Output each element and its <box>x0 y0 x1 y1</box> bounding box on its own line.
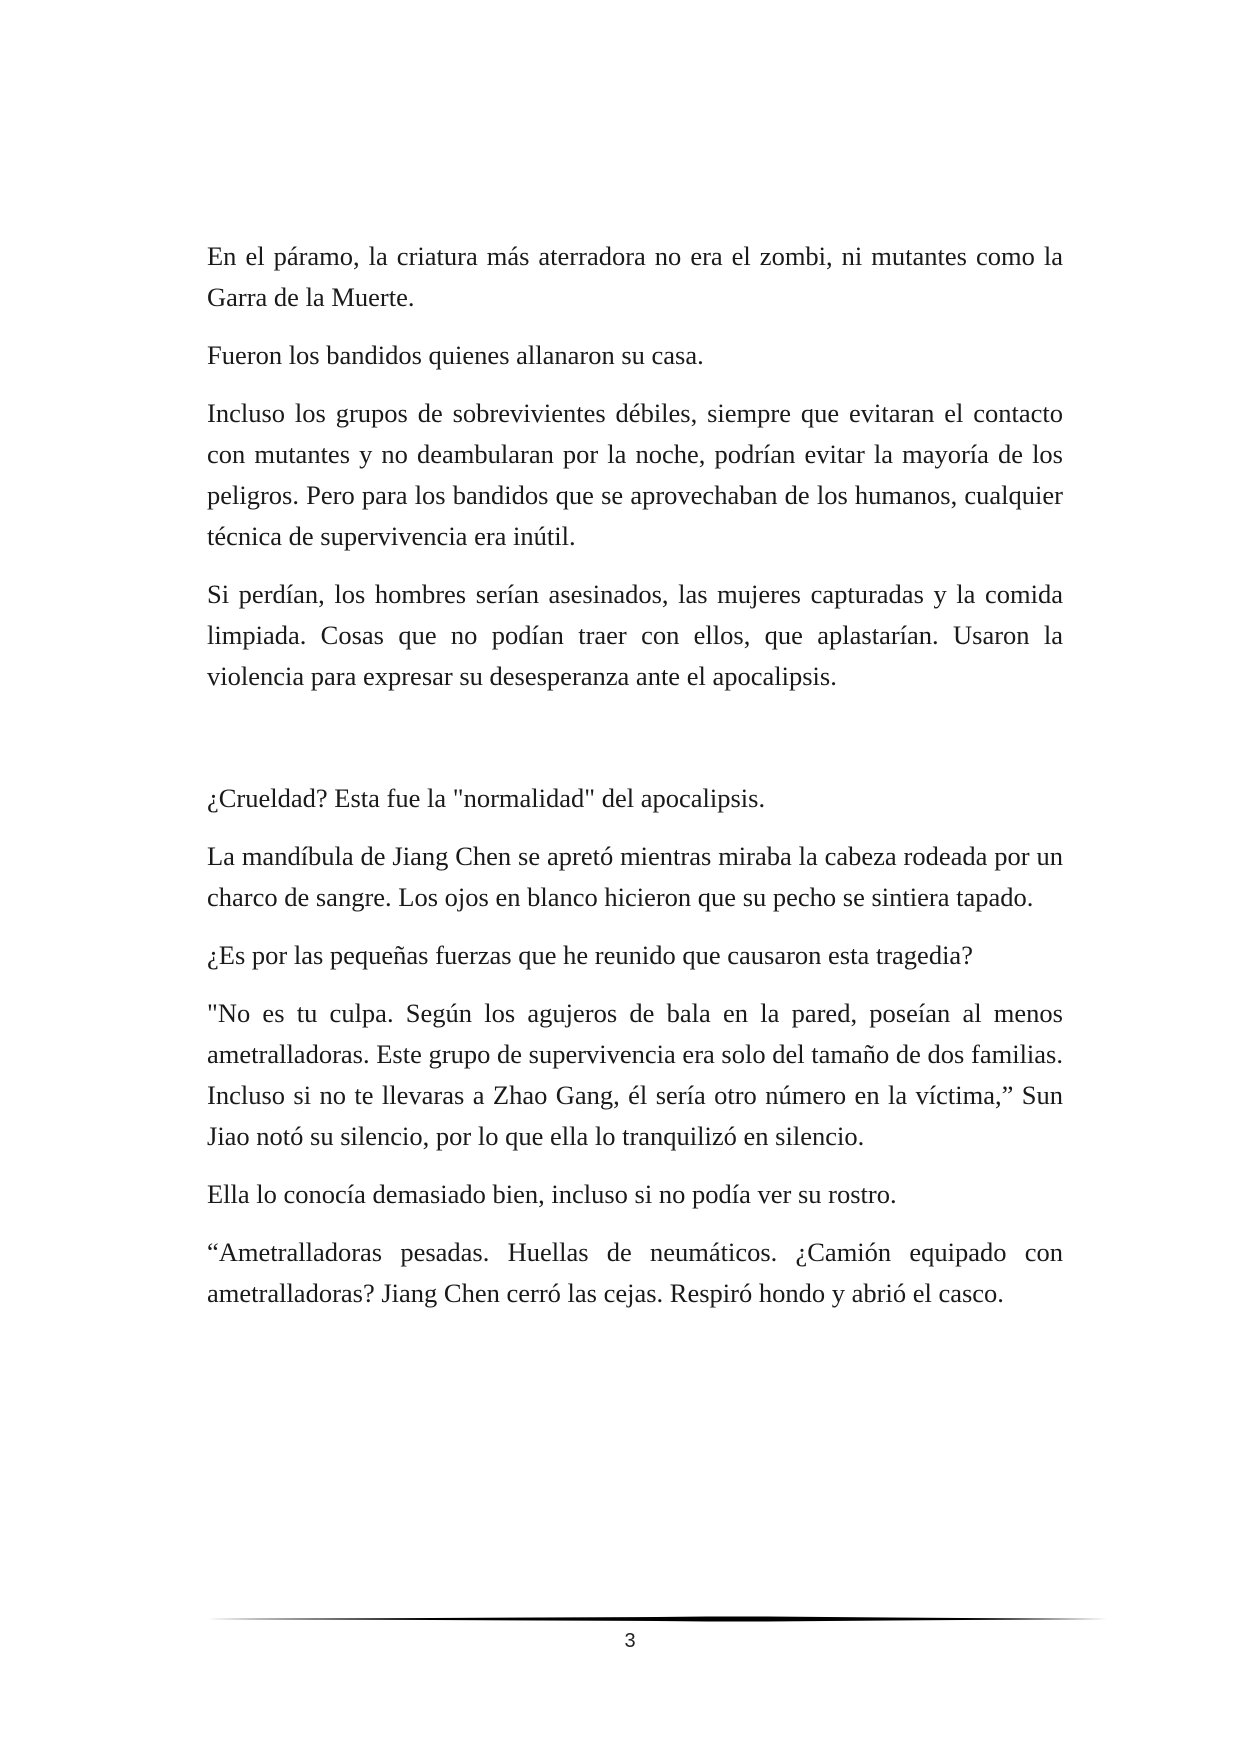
body-text <box>207 236 1063 1331</box>
paragraph: “Ametralladoras pesadas. Huellas de neumáticos. ¿Camión equipado con ametralladoras? Jiang Chen cerró las cejas. Respiró hondo y abrió el casco. <box>207 1237 1063 1308</box>
paragraph: En el páramo, la criatura más aterradora no era el zombi, ni mutantes como la Garra de la Muerte. <box>207 241 1063 312</box>
footer-divider <box>207 1612 1107 1626</box>
paragraph: "No es tu culpa. Según los agujeros de bala en la pared, poseían al menos ametralladoras. Este grupo de supervivencia era solo del tamaño de dos familias. Incluso si no te llevaras a Zhao Gang, él sería otro número en la víctima,” Sun Jiao notó su silencio, por lo que ella lo tranquilizó en silencio. <box>207 998 1063 1151</box>
paragraph: Si perdían, los hombres serían asesinados, las mujeres capturadas y la comida limpiada. Cosas que no podían traer con ellos, que aplastarían. Usaron la violencia para expresar su desesperanza ante el apocalipsis. <box>207 579 1063 691</box>
section-break <box>207 714 1063 778</box>
paragraph: ¿Crueldad? Esta fue la "normalidad" del apocalipsis. <box>207 783 766 813</box>
page-number: 3 <box>624 1630 636 1652</box>
paragraph: Incluso los grupos de sobrevivientes débiles, siempre que evitaran el contacto con mutantes y no deambularan por la noche, podrían evitar la mayoría de los peligros. Pero para los bandidos que se aprovechaban de los humanos, cualquier técnica de supervivencia era inútil. <box>207 398 1063 551</box>
paragraph: Fueron los bandidos quienes allanaron su casa. <box>207 340 704 370</box>
paragraph: La mandíbula de Jiang Chen se apretó mientras miraba la cabeza rodeada por un charco de sangre. Los ojos en blanco hicieron que su pecho se sintiera tapado. <box>207 841 1063 912</box>
paragraph: ¿Es por las pequeñas fuerzas que he reunido que causaron esta tragedia? <box>207 940 973 970</box>
paragraph: Ella lo conocía demasiado bien, incluso si no podía ver su rostro. <box>207 1179 897 1209</box>
